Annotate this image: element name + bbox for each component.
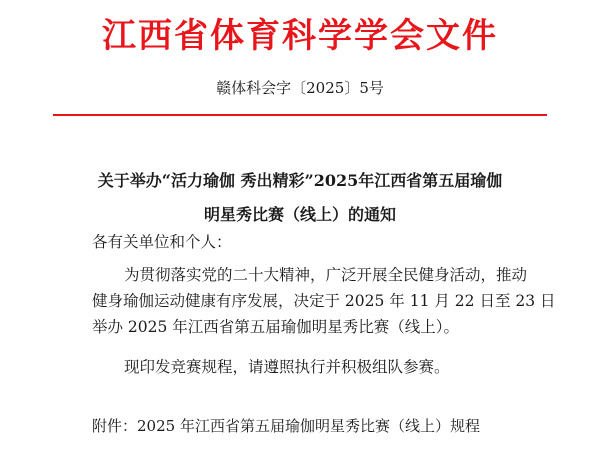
red-divider-line [53,114,547,116]
document-number: 赣体科会字〔2025〕5号 [216,79,384,97]
salutation: 各有关单位和个人： [92,233,232,251]
paragraph-1 [92,262,556,340]
notice-title [0,164,600,232]
paragraph-1-line: 举办 2025 年江西省第五届瑜伽明星秀比赛（线上）。 [92,318,460,336]
paragraph-2: 现印发竞赛规程，请遵照执行并积极组队参赛。 [124,358,450,376]
notice-title-line-1: 关于举办“活力瑜伽 秀出精彩”2025年江西省第五届瑜伽 [97,171,503,190]
paragraph-1-line: 为贯彻落实党的二十大精神，广泛开展全民健身活动，推动 [124,266,528,284]
notice-title-line-2: 明星秀比赛（线上）的通知 [203,205,396,224]
attachment-note: 附件：2025 年江西省第五届瑜伽明星秀比赛（线上）规程 [92,417,480,435]
org-header-title: 江西省体育科学学会文件 [102,16,498,56]
paragraph-1-line: 健身瑜伽运动健康有序发展，决定于 2025 年 11 月 22 日至 23 日 [92,292,556,310]
